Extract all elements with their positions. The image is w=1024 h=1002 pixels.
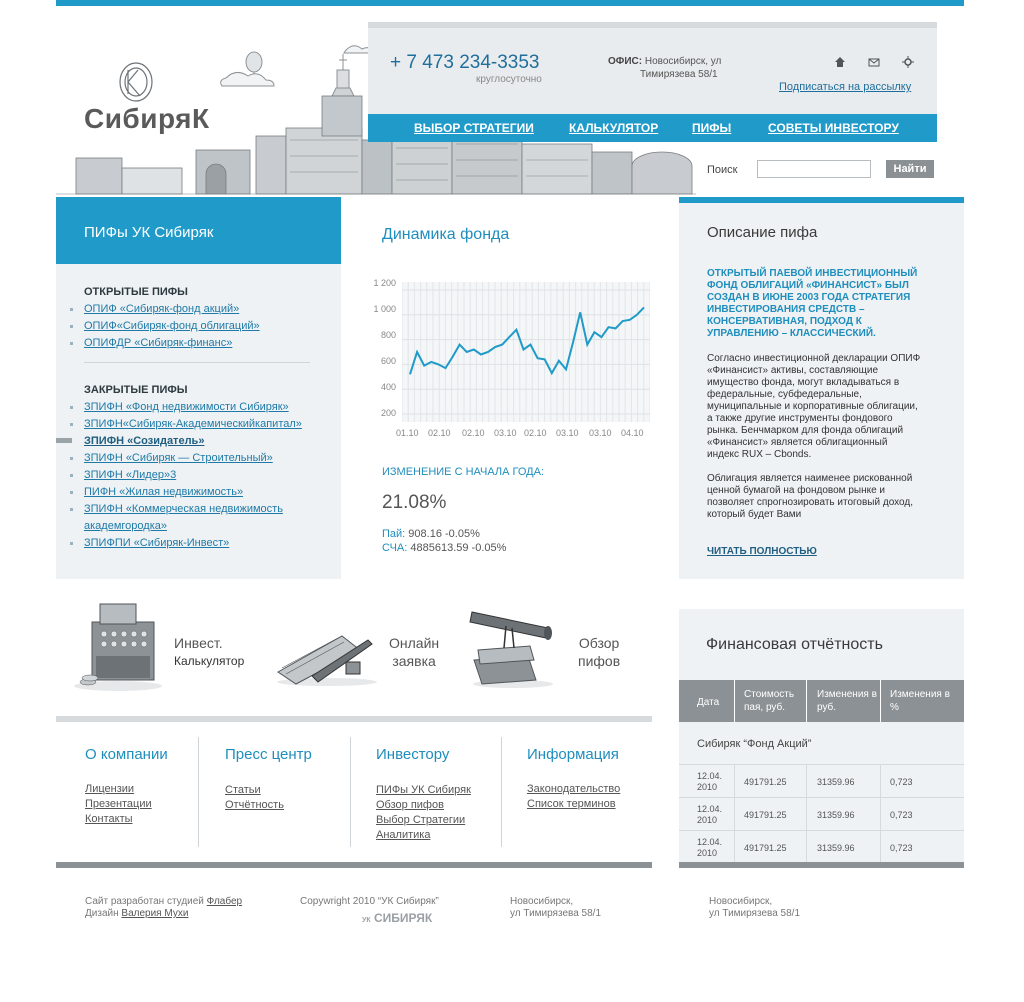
description-title: Описание пифа xyxy=(707,224,818,241)
subscribe-link[interactable]: Подписаться на рассылку xyxy=(779,81,912,93)
x-tick-label: 03.10 xyxy=(556,428,579,438)
footer-divider xyxy=(56,862,652,868)
copyright-logo-text: СИБИРЯК xyxy=(373,911,433,925)
fund-link[interactable]: академгородка» xyxy=(84,520,167,532)
search-label: Поиск xyxy=(707,164,738,176)
col-divider xyxy=(806,680,807,722)
footer-link[interactable]: Аналитика xyxy=(376,829,431,841)
footer-menu-title: О компании xyxy=(85,746,168,763)
table-cell-date: 12.04. 2010 xyxy=(697,771,723,792)
col-divider xyxy=(880,764,881,863)
funds-title: ПИФы УК Сибиряк xyxy=(84,224,214,241)
address-line: ул Тимирязева 58/1 xyxy=(510,908,602,919)
fund-link[interactable]: ЗПИФН«Сибиряк-Академическийкапитал» xyxy=(84,418,302,430)
table-cell-pct: 0,723 xyxy=(890,810,913,820)
x-tick-label: 02.10 xyxy=(428,428,451,438)
bullet xyxy=(70,423,73,426)
description-paragraph: Облигация является наименее рискованной ценной бумагой на фондовом рынке и позволяет спрогнозировать итоговый доход, который будет Вами xyxy=(707,473,913,520)
chart-grid xyxy=(402,282,650,422)
fund-link[interactable]: ПИФН «Жилая недвижимость» xyxy=(84,486,244,498)
search-button[interactable]: Найти xyxy=(886,160,934,178)
fund-link[interactable]: ЗПИФН «Фонд недвижимости Сибиряк» xyxy=(84,401,289,413)
fund-link[interactable]: ОПИФ «Сибиряк-фонд акций» xyxy=(84,303,240,315)
x-tick-label: 03.10 xyxy=(589,428,612,438)
promo-line: Инвест. xyxy=(174,635,223,651)
nav-pify[interactable]: ПИФЫ xyxy=(692,121,732,135)
phone-note: круглосуточно xyxy=(476,74,542,85)
dev-link[interactable]: Флабер xyxy=(206,896,243,907)
office-line2: Тимирязева 58/1 xyxy=(640,69,718,80)
nav-advice[interactable]: СОВЕТЫ ИНВЕСТОРУ xyxy=(768,121,899,135)
office-label: ОФИС: xyxy=(608,56,643,67)
table-cell-date: 12.04. 2010 xyxy=(697,804,723,825)
y-tick-label: 1 000 xyxy=(373,304,396,314)
pen-scroll-icon[interactable] xyxy=(272,622,382,688)
promo-line: пифов xyxy=(578,653,621,669)
promo-line: заявка xyxy=(392,653,436,669)
x-tick-label: 02.10 xyxy=(524,428,547,438)
design-link[interactable]: Валерия Мухи xyxy=(121,908,189,919)
bullet xyxy=(70,308,73,311)
fund-link[interactable]: ЗПИФН «Сибиряк — Строительный» xyxy=(84,452,273,464)
bullet xyxy=(70,542,73,545)
scha-value: 4885613.59 -0.05% xyxy=(410,542,507,554)
telescope-icon[interactable] xyxy=(468,604,558,690)
bullet xyxy=(70,342,73,345)
change-label: ИЗМЕНЕНИЕ С НАЧАЛА ГОДА: xyxy=(382,466,545,478)
footer-column-divider xyxy=(350,737,351,847)
nav-strategy[interactable]: ВЫБОР СТРАТЕГИИ xyxy=(414,121,534,135)
pai-value: 908.16 -0.05% xyxy=(408,528,480,540)
x-tick-label: 01.10 xyxy=(396,428,419,438)
change-value: 21.08% xyxy=(382,492,447,513)
bullet xyxy=(70,325,73,328)
x-tick-label: 03.10 xyxy=(494,428,517,438)
copyright-logo xyxy=(362,912,432,927)
y-tick-label: 400 xyxy=(380,382,396,392)
fund-link-active[interactable]: ЗПИФН «Созидатель» xyxy=(84,435,205,447)
footer-column-divider xyxy=(198,737,199,847)
footer-link[interactable]: Список терминов xyxy=(527,798,616,810)
mail-icon[interactable] xyxy=(868,56,880,68)
nav-calculator[interactable]: КАЛЬКУЛЯТОР xyxy=(569,121,659,135)
col-divider xyxy=(806,764,807,863)
bullet xyxy=(70,406,73,409)
col-divider xyxy=(880,680,881,722)
copyright-logo-uk: УК xyxy=(362,917,371,924)
description-body xyxy=(707,353,921,521)
table-cell-pct: 0,723 xyxy=(890,777,913,787)
y-tick-label: 1 200 xyxy=(373,278,396,288)
main-nav xyxy=(368,114,937,142)
x-tick-label: 04.10 xyxy=(621,428,644,438)
col-divider xyxy=(734,764,735,863)
col-divider xyxy=(734,680,735,722)
finance-fund-name: Сибиряк “Фонд Акций” xyxy=(697,738,812,750)
sitemap-icon[interactable] xyxy=(902,56,914,68)
top-accent-bar xyxy=(56,0,964,6)
home-icon[interactable] xyxy=(834,56,846,68)
footer-column-divider xyxy=(501,737,502,847)
table-cell-change: 31359.96 xyxy=(817,843,855,853)
promo-calculator[interactable] xyxy=(174,634,244,670)
y-tick-label: 200 xyxy=(380,408,396,418)
address-line: Новосибирск, xyxy=(510,896,574,907)
dynamics-title: Динамика фонда xyxy=(382,226,510,243)
fund-link[interactable]: ЗПИФПИ «Сибиряк-Инвест» xyxy=(84,537,230,549)
address-line: Новосибирск, xyxy=(709,896,773,907)
address-line: ул Тимирязева 58/1 xyxy=(709,908,801,919)
footer-link[interactable]: Лицензии xyxy=(85,783,135,795)
col-header-price: Стоимость пая, руб. xyxy=(744,689,795,713)
bullet xyxy=(70,474,73,477)
footer-menu-title: Пресс центр xyxy=(225,746,312,763)
table-cell-date: 12.04. 2010 xyxy=(697,837,723,858)
fund-link[interactable]: ЗПИФН «Коммерческая недвижимость xyxy=(84,503,283,515)
unit-values xyxy=(382,527,506,555)
logo-emblem-icon xyxy=(116,60,156,104)
open-funds-title: ОТКРЫТЫЕ ПИФЫ xyxy=(84,286,188,298)
col-header-pct: Изменения в % xyxy=(890,689,950,713)
table-cell-price: 491791.25 xyxy=(744,843,787,853)
description-lead: ОТКРЫТЫЙ ПАЕВОЙ ИНВЕСТИЦИОННЫЙ ФОНД ОБЛИГАЦИЙ «ФИНАНСИСТ» БЫЛ СОЗДАН В ИЮНЕ 2003 ГОДА СТРАТЕГИЯ ИНВЕСТИРОВАНИЯ СРЕДСТВ – КОНСЕРВАТИВНАЯ, ПОДХОД К УПРАВЛЕНИЮ – КЛАССИЧЕСКИЙ. xyxy=(707,268,918,339)
finance-title: Финансовая отчётность xyxy=(706,636,883,653)
col-header-date: Дата xyxy=(697,697,720,708)
promo-line: Калькулятор xyxy=(174,654,245,668)
bullet xyxy=(70,491,73,494)
office-line1: Новосибирск, ул xyxy=(644,56,722,67)
credits xyxy=(85,896,242,920)
footer-address xyxy=(510,896,601,920)
table-cell-change: 31359.96 xyxy=(817,810,855,820)
table-cell-change: 31359.96 xyxy=(817,777,855,787)
footer-link[interactable]: Отчётность xyxy=(225,799,284,811)
copyright: Copywright 2010 “УК Сибиряк” xyxy=(300,896,439,907)
office-address xyxy=(608,55,748,81)
fund-link[interactable]: ОПИФДР «Сибиряк-финанс» xyxy=(84,337,233,349)
y-tick-label: 800 xyxy=(380,330,396,340)
phone-number: + 7 473 234-3353 xyxy=(390,52,540,73)
active-fund-marker xyxy=(56,438,72,443)
section-divider xyxy=(56,716,652,722)
y-tick-label: 600 xyxy=(380,356,396,366)
promo-review[interactable] xyxy=(578,634,620,670)
footer-menu-title: Инвестору xyxy=(376,746,450,763)
footer-address xyxy=(709,896,800,920)
funds-divider xyxy=(84,362,310,363)
fund-dynamics-chart xyxy=(402,282,650,422)
table-cell-price: 491791.25 xyxy=(744,777,787,787)
x-tick-label: 02.10 xyxy=(462,428,485,438)
read-more-link[interactable]: ЧИТАТЬ ПОЛНОСТЬЮ xyxy=(707,546,817,557)
dev-text: Сайт разработан студией xyxy=(85,896,204,907)
promo-line: Обзор xyxy=(578,635,620,651)
pai-label: Пай: xyxy=(382,528,406,540)
description-paragraph: Согласно инвестиционной декларации ОПИФ «Финансист» активы, составляющие имущество фонда, могут вкладываться в федеральные, субфедеральные, муниципальные и корпоративные облигации, а также другие инструменты фондового рынка. Бенчмарком для фонда облигаций «Финансист» является облигационный индекс RUX – Cbonds. xyxy=(707,353,921,460)
footer-link[interactable]: Выбор Стратегии xyxy=(376,814,466,826)
footer-link[interactable]: Контакты xyxy=(85,813,133,825)
design-text: Дизайн xyxy=(85,908,119,919)
promo-order[interactable] xyxy=(389,634,439,670)
fund-link[interactable]: ОПИФ«Сибиряк-фонд облигаций» xyxy=(84,320,260,332)
footer-link[interactable]: Законодательство xyxy=(527,783,621,795)
cash-register-icon[interactable] xyxy=(70,600,166,692)
search-input[interactable] xyxy=(757,160,871,178)
footer-link[interactable]: Обзор пифов xyxy=(376,799,444,811)
bullet xyxy=(70,508,73,511)
footer-menu-title: Информация xyxy=(527,746,619,763)
footer-divider xyxy=(679,862,964,868)
logo-text[interactable]: СибиряК xyxy=(84,103,210,134)
promo-line: Онлайн xyxy=(389,635,440,651)
table-cell-pct: 0,723 xyxy=(890,843,913,853)
bullet xyxy=(70,457,73,460)
closed-funds-title: ЗАКРЫТЫЕ ПИФЫ xyxy=(84,384,188,396)
footer-link[interactable]: Статьи xyxy=(225,784,261,796)
table-cell-price: 491791.25 xyxy=(744,810,787,820)
footer-link[interactable]: ПИФы УК Сибиряк xyxy=(376,784,471,796)
fund-link[interactable]: ЗПИФН «Лидер»3 xyxy=(84,469,177,481)
col-header-change: Изменения в руб. xyxy=(817,689,877,713)
footer-link[interactable]: Презентации xyxy=(85,798,152,810)
scha-label: СЧА: xyxy=(382,542,408,554)
